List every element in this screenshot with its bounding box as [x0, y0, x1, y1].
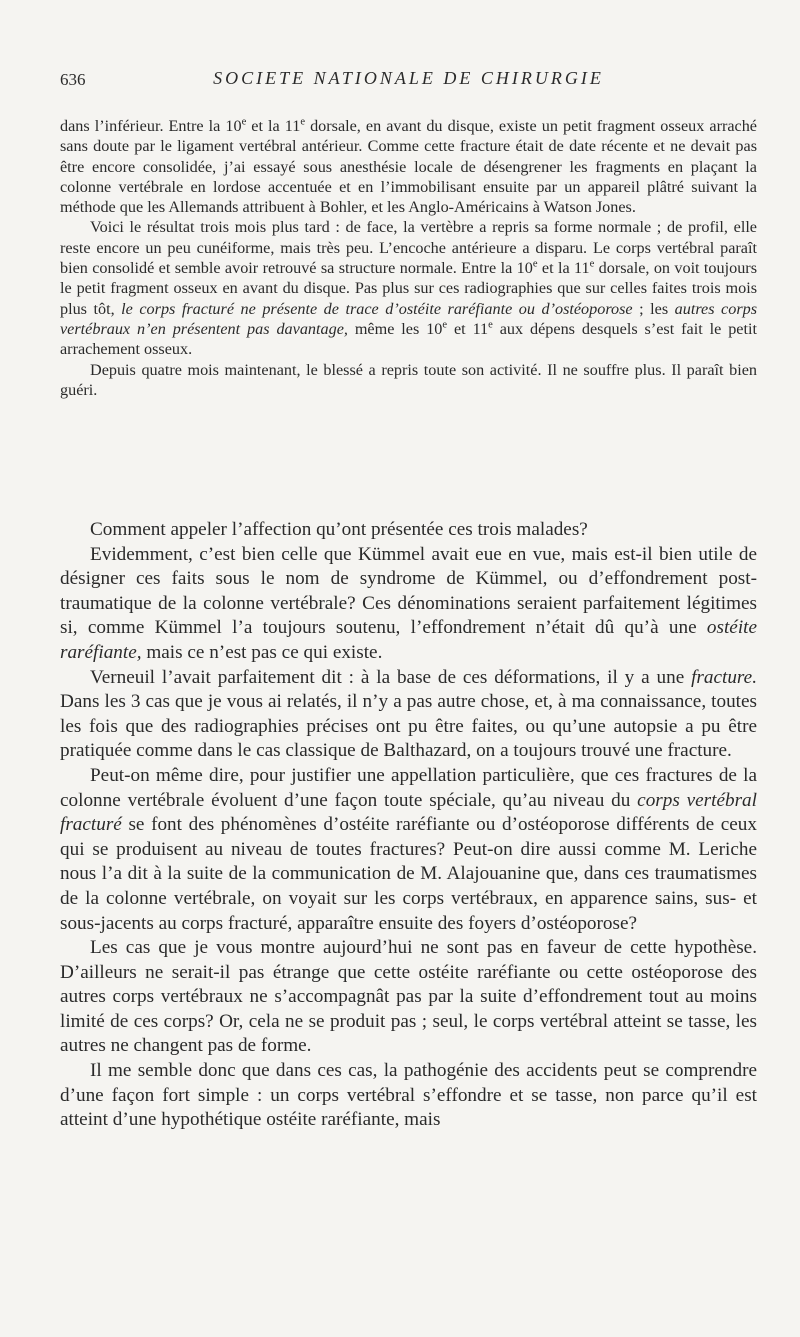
text-run: Peut-on même dire, pour justifier une appellation particulière, que ces fractures de la colonne vertébrale évoluent d’une façon toute spéciale, qu’au niveau du	[60, 764, 757, 811]
discussion-section	[60, 518, 757, 1133]
ordinal-superscript: e	[241, 116, 247, 128]
text-run: ; les	[632, 299, 675, 318]
paragraph	[60, 764, 757, 936]
ordinal-superscript: e	[589, 258, 595, 270]
text-run: aux dépens desquels s’est fait le petit arrachement osseux.	[60, 319, 757, 359]
italic-text: autres corps vertébraux n’en présentent pas davantage,	[60, 299, 758, 338]
italic-text: fracture.	[691, 666, 757, 688]
page-header	[60, 68, 757, 94]
text-run: se font des phénomènes d’ostéite raréfiante ou d’ostéoporose différents de ceux qui se produisent au niveau de toutes fractures? Peut-on dire aussi comme M. Leriche nous l’a dit à la suite de la communication de M. Alajouanine que, dans ces traumatismes de la colonne vertébrale, on voyait sur les corps vertébraux, en apparence sains, sus- et sous-jacents au corps fracturé, apparaître ensuite des foyers d’ostéoporose?	[60, 814, 757, 934]
text-run: et la 11	[246, 117, 301, 135]
text-run: Comment appeler l’affection qu’ont présentée ces trois malades?	[90, 519, 588, 540]
ordinal-superscript: e	[532, 258, 538, 270]
paragraph	[60, 217, 757, 359]
text-run: dorsale, on voit toujours le petit fragment osseux en avant du disque. Pas plus sur ces radiographies que sur celles faites trois mois plus tôt,	[60, 259, 757, 318]
text-run: Les cas que je vous montre aujourd’hui ne sont pas en faveur de cette hypothèse. D’ailleurs ne serait-il pas étrange que cette ostéite raréfiante ou cette ostéoporose des autres corps vertébraux ne s’accompagnât pas par la suite d’effondrement tout au moins limité de ces corps? Or, cela ne se produit pas ; seul, le corps vertébral atteint se tasse, les autres ne changent pas de forme.	[60, 937, 757, 1057]
italic-text: corps vertébral fracturé	[60, 789, 757, 836]
text-run: Voici le résultat trois mois plus tard : de face, la vertèbre a repris sa forme normale ; de profil, elle reste encore un peu cunéiforme, mais très peu. L’encoche antérieure a disparu. Le corps vertébral paraît bien consolidé et semble avoir retrouvé sa structure normale. Entre la 10	[60, 218, 757, 278]
text-run: Dans les 3 cas que je vous ai relatés, il n’y a pas autre chose, et, à ma connaissance, toutes les fois que des radiographies précises ont pu être faites, ou qu’une autopsie a pu être pratiquée comme dans le cas classique de Balthazard, on a toujours trouvé une fracture.	[60, 691, 757, 762]
italic-text: ostéite raréfiante,	[60, 617, 757, 663]
italic-text: le corps fracturé ne présente de trace d’ostéite raréfiante ou d’ostéoporose	[121, 299, 633, 318]
text-run: Depuis quatre mois maintenant, le blessé a repris toute son activité. Il ne souffre plus. Il paraît bien guéri.	[60, 360, 757, 399]
text-run: même les 10	[347, 319, 443, 338]
text-run: Verneuil l’avait parfaitement dit : à la base de ces déformations, il y a une	[90, 666, 692, 688]
text-run: mais ce n’est pas ce qui existe.	[141, 641, 383, 663]
ordinal-superscript: e	[442, 319, 448, 331]
text-run: Il me semble donc que dans ces cas, la pathogénie des accidents peut se comprendre d’une façon fort simple : un corps vertébral s’effondre et se tasse, non parce qu’il est atteint d’une hypothétique ostéite raréfiante, mais	[60, 1060, 757, 1131]
paragraph	[60, 936, 757, 1059]
ordinal-superscript: e	[300, 116, 306, 128]
text-run: dorsale, en avant du disque, existe un petit fragment osseux arraché sans doute par le ligament vertébral antérieur. Comme cette fracture était de date récente et ne devait pas être encore consolidée, j’ai essayé sous anesthésie locale de désengrener les fragments en plaçant la colonne vertébrale en lordose accentuée et en l’immobilisant ensuite par un appareil plâtré suivant la méthode que les Allemands attribuent à Bohler, et les Anglo-Américains à Watson Jones.	[60, 117, 757, 217]
text-run: et 11	[447, 319, 489, 338]
paragraph	[60, 360, 757, 401]
paragraph	[60, 1059, 757, 1133]
paragraph	[60, 666, 757, 764]
text-run: dans l’inférieur. Entre la 10	[60, 117, 242, 135]
text-run: et la 11	[537, 259, 590, 278]
paragraph	[60, 543, 757, 666]
text-run: Evidemment, c’est bien celle que Kümmel avait eue en vue, mais est-il bien utile de désigner ces faits sous le nom de syndrome de Kümmel, ou d’effondrement post-traumatique de la colonne vertébrale? Ces dénominations seraient parfaitement légitimes si, comme Kümmel l’a toujours soutenu, l’effondrement n’était dû qu’à une	[60, 543, 757, 639]
paragraph	[60, 116, 757, 217]
running-title: SOCIETE NATIONALE DE CHIRURGIE	[213, 68, 604, 88]
ordinal-superscript: e	[488, 319, 493, 331]
paragraph	[60, 518, 757, 543]
page-number: 636	[60, 70, 86, 89]
case-report-section	[60, 116, 757, 400]
